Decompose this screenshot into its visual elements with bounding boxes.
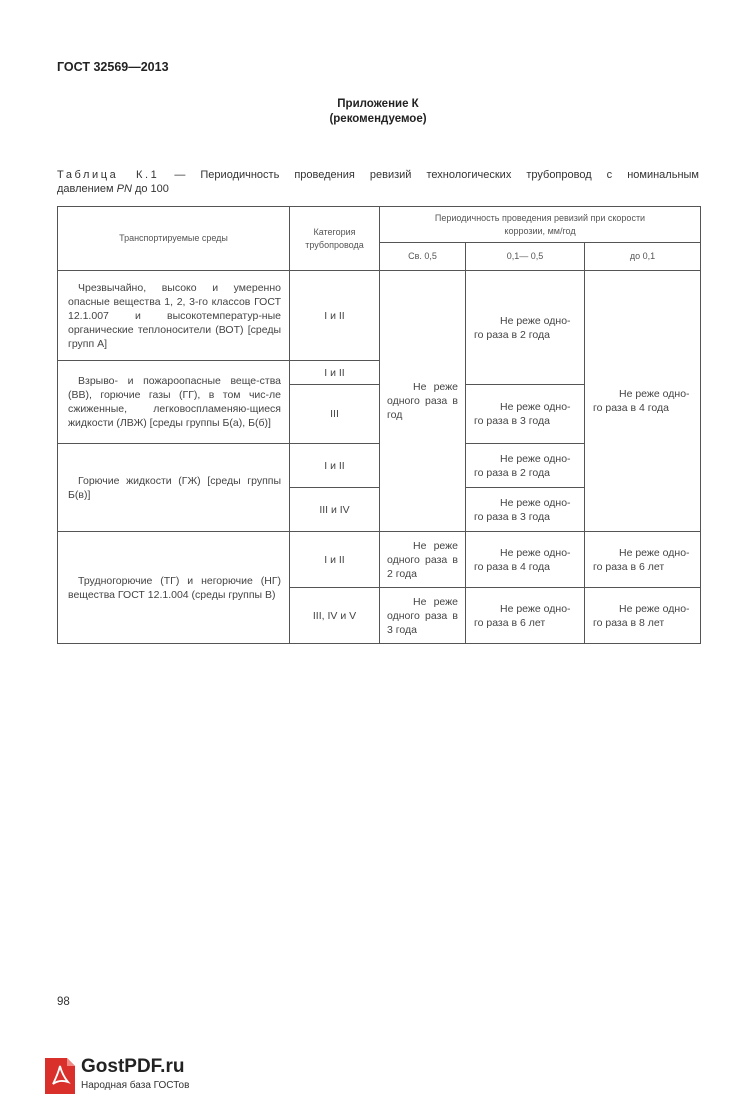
header-speed-high: Св. 0,5 xyxy=(380,243,466,271)
freq-cell: Не реже одно-го раза в 4 года xyxy=(466,532,585,588)
freq-cell: Не реже одно-го раза в 6 лет xyxy=(585,532,701,588)
freq-2y-g3: Не реже одно-го раза в 2 года xyxy=(466,444,585,488)
header-media: Транспортируемые среды xyxy=(58,207,290,271)
caption-text-2b: до 100 xyxy=(131,183,169,195)
freq-cell: Не реже одно-го раза в 6 лет xyxy=(466,588,585,644)
category-cell: III, IV и V xyxy=(290,588,380,644)
caption-pn: PN xyxy=(116,183,132,195)
header-speed-low: до 0,1 xyxy=(585,243,701,271)
category-cell: I и II xyxy=(290,361,380,385)
freq-yearly: Не реже одного раза в год xyxy=(380,271,466,532)
freq-3y-mid: Не реже одно-го раза в 3 года xyxy=(466,385,585,444)
logo-subtitle: Народная база ГОСТов xyxy=(81,1080,190,1091)
media-group-b-v: Горючие жидкости (ГЖ) [среды группы Б(в)] xyxy=(58,444,290,532)
media-group-a: Чрезвычайно, высоко и умеренно опасные вещества 1, 2, 3-го классов ГОСТ 12.1.007 и высокотемператур-ные органические теплоносители (ВОТ) [среды групп А] xyxy=(58,271,290,361)
caption-label: Таблица К.1 xyxy=(57,169,160,181)
freq-cell: Не реже одно-го раза в 8 лет xyxy=(585,588,701,644)
logo-title: GostPDF.ru xyxy=(81,1056,185,1077)
freq-2y-top: Не реже одно-го раза в 2 года xyxy=(466,271,585,385)
header-category: Категория трубопровода xyxy=(290,207,380,271)
freq-4y-right: Не реже одно-го раза в 4 года xyxy=(585,271,701,532)
pdf-icon xyxy=(45,1058,75,1094)
category-cell: I и II xyxy=(290,532,380,588)
freq-3y-g3: Не реже одно-го раза в 3 года xyxy=(466,488,585,532)
header-period: Периодичность проведения ревизий при скорости коррозии, мм/год xyxy=(380,207,701,243)
caption-text-2a: давлением xyxy=(57,183,117,195)
header-speed-mid: 0,1— 0,5 xyxy=(466,243,585,271)
table-caption xyxy=(57,168,699,196)
annex-heading xyxy=(0,97,756,127)
media-group-v: Трудногорючие (ТГ) и негорючие (НГ) вещества ГОСТ 12.1.004 (среды группы В) xyxy=(58,532,290,644)
category-cell: III xyxy=(290,385,380,444)
caption-line-1 xyxy=(57,168,699,182)
freq-cell: Не реже одного раза в 3 года xyxy=(380,588,466,644)
media-group-b-ab: Взрыво- и пожароопасные веще-ства (ВВ), горючие газы (ГГ), в том чис-ле сжиженные, легковоспламеняю-щиеся жидкости (ЛВЖ) [среды группы Б(а), Б(б)] xyxy=(58,361,290,444)
caption-line-2 xyxy=(57,182,699,196)
category-cell: I и II xyxy=(290,271,380,361)
freq-cell: Не реже одного раза в 2 года xyxy=(380,532,466,588)
standard-id: ГОСТ 32569—2013 xyxy=(57,60,169,74)
site-logo[interactable] xyxy=(45,1058,265,1094)
category-cell: I и II xyxy=(290,444,380,488)
caption-text: — Периодичность проведения ревизий технологических трубопровод с номинальным xyxy=(159,169,699,181)
page-number: 98 xyxy=(57,996,70,1008)
annex-title: Приложение К xyxy=(337,98,419,110)
revision-table xyxy=(57,206,701,644)
annex-subtitle: (рекомендуемое) xyxy=(329,113,427,125)
category-cell: III и IV xyxy=(290,488,380,532)
